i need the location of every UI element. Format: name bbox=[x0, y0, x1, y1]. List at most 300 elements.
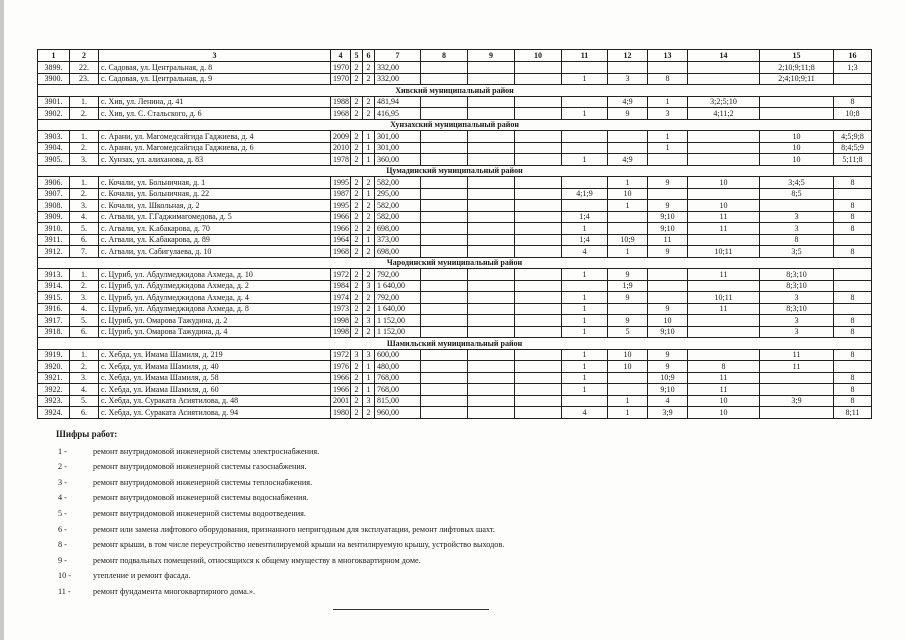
table-cell bbox=[468, 188, 515, 200]
table-cell: 3921. bbox=[38, 372, 70, 384]
table-row bbox=[38, 246, 872, 258]
table-cell: 9;10 bbox=[648, 211, 688, 223]
table-cell: 2 bbox=[363, 303, 375, 315]
table-cell: 8 bbox=[834, 246, 872, 258]
table-cell: 480,00 bbox=[375, 361, 421, 373]
table-cell: 4;9 bbox=[608, 154, 648, 166]
table-cell: 1 bbox=[363, 372, 375, 384]
table-cell: 3920. bbox=[38, 361, 70, 373]
table-cell bbox=[421, 223, 468, 235]
legend-code: 2 - bbox=[58, 462, 67, 472]
table-cell: 2 bbox=[351, 315, 363, 327]
legend-item bbox=[56, 459, 504, 475]
table-cell bbox=[468, 407, 515, 419]
table-cell: с. Цуриб, ул. Абдулмеджидова Ахмеда, д. 10 bbox=[99, 269, 331, 281]
table-cell: 10 bbox=[760, 154, 834, 166]
table-cell: 3901. bbox=[38, 96, 70, 108]
table-cell: 2 bbox=[351, 131, 363, 143]
table-row bbox=[38, 303, 872, 315]
table-cell: 1 bbox=[608, 246, 648, 258]
table-row bbox=[38, 269, 872, 281]
table-cell: 3. bbox=[70, 372, 99, 384]
table-cell: 1972 bbox=[331, 349, 351, 361]
table-cell bbox=[515, 62, 562, 74]
table-cell: с. Кочали, ул. Больничная, д. 1 bbox=[99, 177, 331, 189]
table-cell bbox=[515, 223, 562, 235]
table-cell bbox=[834, 269, 872, 281]
table-cell: 1 bbox=[562, 315, 608, 327]
table-cell: 1 bbox=[562, 292, 608, 304]
table-cell: 4;5;9;8 bbox=[834, 131, 872, 143]
table-cell bbox=[468, 223, 515, 235]
table-cell: с. Цуриб, ул. Омарова Тажудина, д. 2 bbox=[99, 315, 331, 327]
table-cell: 9 bbox=[608, 315, 648, 327]
table-cell bbox=[468, 131, 515, 143]
table-row bbox=[38, 62, 872, 74]
table-cell bbox=[468, 200, 515, 212]
table-cell: 600,00 bbox=[375, 349, 421, 361]
table-cell bbox=[688, 73, 760, 85]
table-cell bbox=[515, 131, 562, 143]
table-cell: 301,00 bbox=[375, 131, 421, 143]
district-name: Хунзахский муниципальный район bbox=[38, 119, 872, 131]
legend-text: ремонт фундамента многоквартирного дома.». bbox=[93, 586, 256, 596]
table-cell: 768,00 bbox=[375, 372, 421, 384]
table-cell: 481,94 bbox=[375, 96, 421, 108]
legend-item bbox=[56, 584, 504, 600]
table-cell bbox=[515, 234, 562, 246]
table-cell: 2 bbox=[363, 292, 375, 304]
table-cell: с. Хебда, ул. Имама Шамиля, д. 60 bbox=[99, 384, 331, 396]
table-cell: 3912. bbox=[38, 246, 70, 258]
table-row bbox=[38, 177, 872, 189]
table-cell: 2009 bbox=[331, 131, 351, 143]
table-cell: 11 bbox=[688, 223, 760, 235]
table-cell bbox=[468, 246, 515, 258]
table-cell: 3907. bbox=[38, 188, 70, 200]
table-cell bbox=[421, 73, 468, 85]
table-cell: 11 bbox=[760, 361, 834, 373]
table-cell: 5. bbox=[70, 315, 99, 327]
table-cell bbox=[421, 303, 468, 315]
table-cell: 8 bbox=[834, 177, 872, 189]
table-cell bbox=[468, 315, 515, 327]
table-cell: 792,00 bbox=[375, 269, 421, 281]
column-header: 8 bbox=[421, 50, 468, 62]
table-cell bbox=[515, 108, 562, 120]
table-cell: 1 bbox=[562, 269, 608, 281]
legend-item bbox=[56, 444, 504, 460]
table-cell: 1 bbox=[363, 131, 375, 143]
table-cell: 3 bbox=[760, 292, 834, 304]
table-cell: 1 bbox=[608, 407, 648, 419]
legend-text: ремонт или замена лифтового оборудования, признанного непригодным для эксплуатации, ремонт лифтовых шахт. bbox=[93, 524, 495, 534]
table-cell bbox=[421, 280, 468, 292]
table-cell: 1998 bbox=[331, 315, 351, 327]
table-cell: 3919. bbox=[38, 349, 70, 361]
table-cell: 2;4;10;9;11 bbox=[760, 73, 834, 85]
table-cell: 9 bbox=[648, 246, 688, 258]
table-cell bbox=[515, 177, 562, 189]
table-cell: с. Агвали, ул. К.абакарова, д. 70 bbox=[99, 223, 331, 235]
table-cell bbox=[688, 154, 760, 166]
column-header: 13 bbox=[648, 50, 688, 62]
table-cell bbox=[468, 62, 515, 74]
table-cell: с. Агвали, ул. Г.Гаджимагомедова, д. 5 bbox=[99, 211, 331, 223]
table-cell: 1 bbox=[363, 234, 375, 246]
table-cell: 10 bbox=[688, 177, 760, 189]
table-row bbox=[38, 372, 872, 384]
table-cell bbox=[515, 292, 562, 304]
table-cell bbox=[562, 96, 608, 108]
table-cell: 3911. bbox=[38, 234, 70, 246]
table-cell: 10;11 bbox=[688, 246, 760, 258]
table-cell bbox=[688, 280, 760, 292]
column-header: 16 bbox=[834, 50, 872, 62]
district-section-row bbox=[38, 85, 872, 97]
table-cell: 3. bbox=[70, 292, 99, 304]
table-row bbox=[38, 315, 872, 327]
table-cell bbox=[760, 200, 834, 212]
table-cell: 1966 bbox=[331, 384, 351, 396]
table-cell: 1984 bbox=[331, 280, 351, 292]
table-cell bbox=[648, 269, 688, 281]
table-cell: 1. bbox=[70, 131, 99, 143]
table-cell: 2 bbox=[351, 303, 363, 315]
table-cell: 2 bbox=[363, 96, 375, 108]
table-cell bbox=[515, 211, 562, 223]
table-cell bbox=[648, 292, 688, 304]
table-cell bbox=[468, 96, 515, 108]
legend-text: ремонт подвальных помещений, относящихся к общему имуществу в многоквартирном доме. bbox=[93, 555, 421, 565]
table-cell bbox=[688, 188, 760, 200]
table-cell: 2 bbox=[351, 407, 363, 419]
table-cell bbox=[688, 315, 760, 327]
table-cell bbox=[562, 200, 608, 212]
table-cell: 301,00 bbox=[375, 142, 421, 154]
table-cell bbox=[468, 292, 515, 304]
table-cell bbox=[421, 395, 468, 407]
table-cell: 1995 bbox=[331, 200, 351, 212]
table-cell: 3;9 bbox=[760, 395, 834, 407]
table-cell: 8 bbox=[760, 234, 834, 246]
table-cell: 2. bbox=[70, 142, 99, 154]
table-cell bbox=[515, 315, 562, 327]
table-cell: 1;4 bbox=[562, 234, 608, 246]
table-cell: 2 bbox=[351, 177, 363, 189]
legend-item bbox=[56, 537, 504, 553]
table-cell bbox=[468, 234, 515, 246]
table-cell: 4;9 bbox=[608, 96, 648, 108]
table-cell: 3 bbox=[608, 73, 648, 85]
table-row bbox=[38, 280, 872, 292]
table-cell bbox=[421, 292, 468, 304]
table-cell: 10;8 bbox=[834, 108, 872, 120]
table-cell: 2 bbox=[363, 62, 375, 74]
table-cell: 2 bbox=[363, 269, 375, 281]
table-cell: 1 bbox=[562, 154, 608, 166]
table-cell: 3;5 bbox=[760, 246, 834, 258]
table-cell bbox=[608, 62, 648, 74]
table-row bbox=[38, 96, 872, 108]
table-cell bbox=[834, 303, 872, 315]
table-cell: 1968 bbox=[331, 108, 351, 120]
table-cell: 373,00 bbox=[375, 234, 421, 246]
table-cell: 1 bbox=[363, 154, 375, 166]
table-cell: 1 bbox=[562, 361, 608, 373]
table-cell: с. Цуриб, ул. Абдулмеджидова Ахмеда, д. 8 bbox=[99, 303, 331, 315]
table-cell: 3916. bbox=[38, 303, 70, 315]
table-cell: 8 bbox=[834, 200, 872, 212]
legend-code: 8 - bbox=[58, 540, 67, 550]
table-cell: с. Хунзах, ул. алиханова, д. 83 bbox=[99, 154, 331, 166]
table-cell: 3;2;5;10 bbox=[688, 96, 760, 108]
table-cell: 1974 bbox=[331, 292, 351, 304]
table-cell: 2 bbox=[351, 188, 363, 200]
table-cell: 10 bbox=[688, 395, 760, 407]
table-cell: 3 bbox=[760, 326, 834, 338]
table-cell bbox=[760, 384, 834, 396]
table-cell: с. Арани, ул. Магомедсайгида Гаджиева, д. 4 bbox=[99, 131, 331, 143]
table-cell: 1970 bbox=[331, 62, 351, 74]
column-header: 2 bbox=[70, 50, 99, 62]
table-cell bbox=[515, 407, 562, 419]
legend-code: 10 - bbox=[58, 571, 71, 581]
table-cell: 10 bbox=[688, 407, 760, 419]
table-cell bbox=[468, 349, 515, 361]
table-cell: с. Цуриб, ул. Абдулмеджидова Ахмеда, д. 4 bbox=[99, 292, 331, 304]
table-cell: 8;3;10 bbox=[760, 280, 834, 292]
table-cell: 9 bbox=[648, 349, 688, 361]
register-table-body bbox=[38, 50, 872, 419]
table-cell: 8;3;10 bbox=[760, 303, 834, 315]
legend-item bbox=[56, 568, 504, 584]
column-header: 4 bbox=[331, 50, 351, 62]
table-cell bbox=[421, 62, 468, 74]
table-cell bbox=[834, 280, 872, 292]
table-cell: 1 bbox=[562, 303, 608, 315]
table-cell bbox=[421, 188, 468, 200]
table-cell: 815,00 bbox=[375, 395, 421, 407]
table-cell: 10;11 bbox=[688, 292, 760, 304]
table-cell bbox=[421, 131, 468, 143]
table-cell: 1978 bbox=[331, 154, 351, 166]
table-cell: 1. bbox=[70, 177, 99, 189]
table-cell bbox=[562, 62, 608, 74]
legend-code: 11 - bbox=[58, 586, 71, 596]
table-cell bbox=[608, 211, 648, 223]
district-name: Чародинский муниципальный район bbox=[38, 257, 872, 269]
table-cell: 2001 bbox=[331, 395, 351, 407]
table-cell: 3 bbox=[363, 395, 375, 407]
table-cell bbox=[648, 154, 688, 166]
legend-code: 4 - bbox=[58, 493, 67, 503]
table-cell: 3910. bbox=[38, 223, 70, 235]
table-cell: 10 bbox=[688, 200, 760, 212]
table-cell: 582,00 bbox=[375, 211, 421, 223]
table-cell: 2 bbox=[351, 211, 363, 223]
legend-text: ремонт внутридомовой инженерной системы водоотведения. bbox=[93, 508, 306, 518]
table-cell: 2 bbox=[351, 361, 363, 373]
table-cell bbox=[562, 395, 608, 407]
table-cell: 8;4;5;9 bbox=[834, 142, 872, 154]
table-cell: 1. bbox=[70, 96, 99, 108]
table-cell: 9;10 bbox=[648, 326, 688, 338]
table-cell: 2 bbox=[351, 372, 363, 384]
table-cell: 2 bbox=[351, 384, 363, 396]
table-cell: 8 bbox=[834, 395, 872, 407]
table-row bbox=[38, 234, 872, 246]
table-cell: 5 bbox=[608, 326, 648, 338]
table-cell: 1980 bbox=[331, 407, 351, 419]
table-cell: 10;9 bbox=[608, 234, 648, 246]
table-cell: 9;10 bbox=[648, 384, 688, 396]
table-cell: 2 bbox=[351, 395, 363, 407]
table-cell bbox=[421, 384, 468, 396]
table-cell: 2 bbox=[351, 326, 363, 338]
table-cell: 3 bbox=[351, 349, 363, 361]
table-cell: 1 bbox=[648, 131, 688, 143]
table-cell bbox=[421, 372, 468, 384]
table-cell bbox=[760, 407, 834, 419]
table-cell: 8 bbox=[688, 361, 760, 373]
table-cell: 5;11;8 bbox=[834, 154, 872, 166]
district-name: Хивский муниципальный район bbox=[38, 85, 872, 97]
work-codes-legend bbox=[56, 427, 504, 600]
table-cell bbox=[688, 349, 760, 361]
table-cell: 5. bbox=[70, 223, 99, 235]
table-cell: 4;1;9 bbox=[562, 188, 608, 200]
table-cell bbox=[421, 211, 468, 223]
table-cell bbox=[421, 315, 468, 327]
column-header: 3 bbox=[99, 50, 331, 62]
table-cell bbox=[421, 177, 468, 189]
table-cell: 698,00 bbox=[375, 246, 421, 258]
table-cell: 2 bbox=[363, 108, 375, 120]
table-cell: 8 bbox=[834, 96, 872, 108]
table-cell: 582,00 bbox=[375, 177, 421, 189]
district-section-row bbox=[38, 119, 872, 131]
table-cell: 8 bbox=[834, 292, 872, 304]
table-cell bbox=[688, 62, 760, 74]
table-cell: с. Хебда, ул. Имама Шамиля, д. 219 bbox=[99, 349, 331, 361]
table-cell: 5. bbox=[70, 395, 99, 407]
table-row bbox=[38, 361, 872, 373]
table-cell: 1970 bbox=[331, 73, 351, 85]
table-cell: 10 bbox=[648, 315, 688, 327]
table-cell: 10;9 bbox=[648, 372, 688, 384]
table-cell bbox=[468, 177, 515, 189]
table-cell bbox=[468, 372, 515, 384]
table-cell: с. Кочали, ул. Школьная, д. 2 bbox=[99, 200, 331, 212]
table-cell bbox=[515, 372, 562, 384]
legend-item bbox=[56, 490, 504, 506]
table-cell: 2 bbox=[351, 223, 363, 235]
table-cell: 8 bbox=[834, 384, 872, 396]
table-cell: 3918. bbox=[38, 326, 70, 338]
table-cell: 4. bbox=[70, 211, 99, 223]
table-cell: 2 bbox=[351, 246, 363, 258]
table-cell bbox=[608, 142, 648, 154]
table-cell: 8;5 bbox=[760, 188, 834, 200]
table-cell bbox=[834, 188, 872, 200]
table-row bbox=[38, 292, 872, 304]
table-cell bbox=[515, 303, 562, 315]
table-cell: 3923. bbox=[38, 395, 70, 407]
table-cell: 2. bbox=[70, 188, 99, 200]
table-row bbox=[38, 211, 872, 223]
table-cell: 4;11;2 bbox=[688, 108, 760, 120]
legend-code: 5 - bbox=[58, 508, 67, 518]
table-cell: с. Хив, ул. С. Стальского, д. 6 bbox=[99, 108, 331, 120]
table-cell: 295,00 bbox=[375, 188, 421, 200]
table-cell bbox=[515, 384, 562, 396]
column-header: 5 bbox=[351, 50, 363, 62]
table-cell: 960,00 bbox=[375, 407, 421, 419]
table-cell bbox=[515, 142, 562, 154]
table-cell: 9 bbox=[608, 292, 648, 304]
table-row bbox=[38, 395, 872, 407]
table-cell: 11 bbox=[648, 234, 688, 246]
table-cell: 6. bbox=[70, 326, 99, 338]
table-cell: 4 bbox=[648, 395, 688, 407]
table-cell: 3908. bbox=[38, 200, 70, 212]
table-cell: 3906. bbox=[38, 177, 70, 189]
table-cell bbox=[468, 108, 515, 120]
table-cell: 1 bbox=[562, 349, 608, 361]
legend-text: ремонт крыши, в том числе переустройство невентилируемой крыши на вентилируемую крышу, устройство выходов. bbox=[93, 540, 505, 550]
table-cell: 1;9 bbox=[608, 280, 648, 292]
table-cell: 3 bbox=[760, 315, 834, 327]
table-header-row bbox=[38, 50, 872, 62]
table-cell: 1988 bbox=[331, 96, 351, 108]
table-cell bbox=[421, 234, 468, 246]
table-cell: с. Хебда, ул. Имама Шамиля, д. 58 bbox=[99, 372, 331, 384]
table-cell bbox=[688, 142, 760, 154]
table-cell: 3922. bbox=[38, 384, 70, 396]
legend-code: 9 - bbox=[58, 555, 67, 565]
register-table bbox=[37, 49, 872, 419]
table-cell: 2 bbox=[363, 407, 375, 419]
table-cell: с. Хив, ул. Ленина, д. 41 bbox=[99, 96, 331, 108]
district-section-row bbox=[38, 165, 872, 177]
table-cell: 3915. bbox=[38, 292, 70, 304]
legend-text: ремонт внутридомовой инженерной системы водоснабжения. bbox=[93, 493, 309, 503]
table-cell bbox=[515, 188, 562, 200]
column-header: 11 bbox=[562, 50, 608, 62]
legend-item bbox=[56, 553, 504, 569]
table-cell: 3 bbox=[648, 108, 688, 120]
table-cell: 1 bbox=[562, 223, 608, 235]
table-cell bbox=[608, 303, 648, 315]
table-cell: 3;4;5 bbox=[760, 177, 834, 189]
table-cell bbox=[421, 108, 468, 120]
table-cell: 2 bbox=[363, 177, 375, 189]
table-cell: с. Цуриб, ул. Омарова Тажудина, д. 4 bbox=[99, 326, 331, 338]
table-cell: 2 bbox=[363, 211, 375, 223]
table-cell bbox=[421, 142, 468, 154]
table-cell: 1 bbox=[562, 73, 608, 85]
table-cell: 1. bbox=[70, 349, 99, 361]
table-cell: 1 bbox=[562, 372, 608, 384]
table-cell bbox=[515, 96, 562, 108]
table-cell: 11 bbox=[688, 303, 760, 315]
column-header: 14 bbox=[688, 50, 760, 62]
table-cell: 8 bbox=[834, 211, 872, 223]
table-cell: 2 bbox=[351, 154, 363, 166]
table-cell: 8;3;10 bbox=[760, 269, 834, 281]
table-row bbox=[38, 73, 872, 85]
